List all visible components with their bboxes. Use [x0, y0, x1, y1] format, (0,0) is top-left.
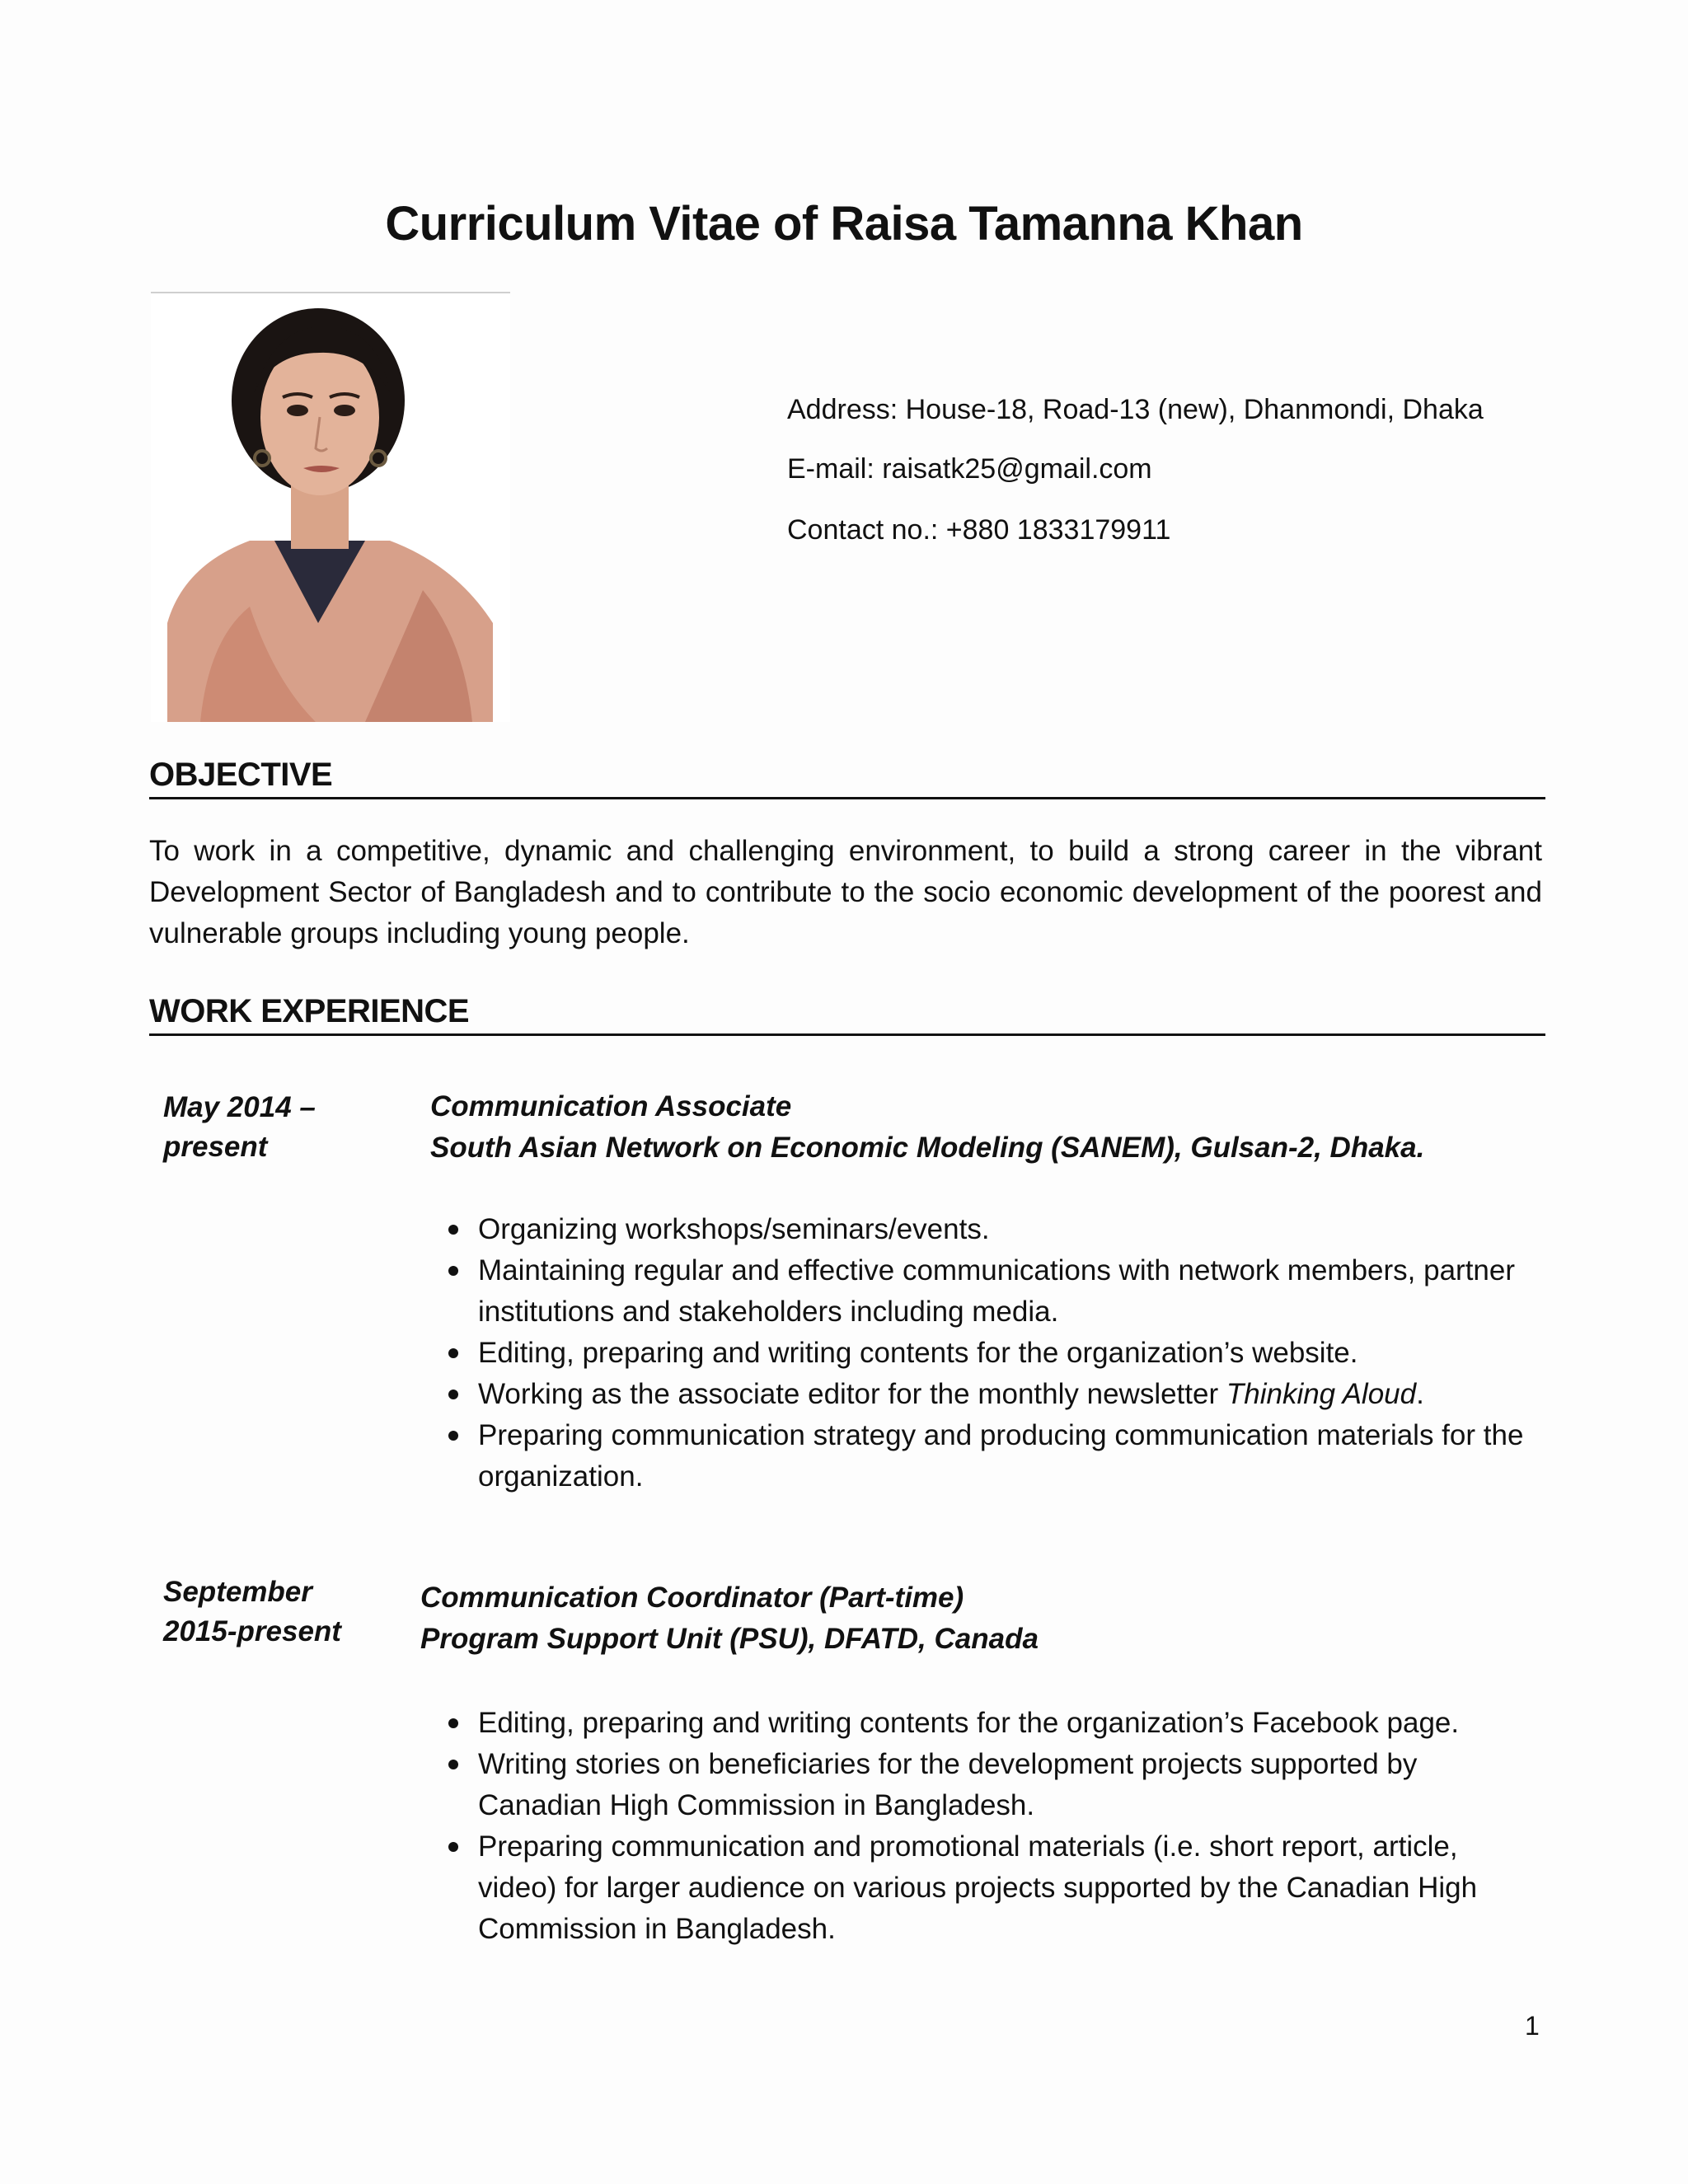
job-2-organization: Program Support Unit (PSU), DFATD, Canada: [420, 1623, 1039, 1655]
list-item-text: Working as the associate editor for the monthly newsletter: [478, 1378, 1226, 1410]
list-item: Editing, preparing and writing contents for the organization’s website.: [478, 1333, 1541, 1374]
job-1-organization: South Asian Network on Economic Modeling (SANEM), Gulsan-2, Dhaka.: [430, 1132, 1425, 1164]
objective-heading: OBJECTIVE: [149, 757, 1545, 799]
job-1-date-end: present: [163, 1131, 268, 1163]
contact-email: E-mail: raisatk25@gmail.com: [787, 453, 1152, 485]
contact-phone: Contact no.: +880 1833179911: [787, 514, 1171, 546]
portrait-image: [151, 293, 510, 722]
job-1-dates: [163, 1088, 361, 1167]
newsletter-tail: .: [1416, 1378, 1424, 1410]
job-2-duties: [478, 1703, 1541, 1950]
job-2-date-start: September: [163, 1576, 312, 1608]
job-1-duties: [478, 1209, 1541, 1497]
job-1-title: Communication Associate: [430, 1090, 792, 1122]
objective-text: To work in a competitive, dynamic and challenging environment, to build a strong career in the vibrant Development Sector of Bangladesh and to contribute to the socio economic development of the poorest and vulnerable groups including young people.: [149, 835, 1542, 949]
page-number: 1: [1525, 2011, 1540, 2041]
page-title: Curriculum Vitae of Raisa Tamanna Khan: [385, 197, 1303, 251]
list-item: Preparing communication and promotional materials (i.e. short report, article, video) for larger audience on various projects supported by the Canadian High Commission in Bangladesh.: [478, 1826, 1541, 1950]
job-2-header: [420, 1577, 1039, 1660]
job-1-header: [430, 1086, 1424, 1169]
list-item: Preparing communication strategy and producing communication materials for the organization.: [478, 1415, 1541, 1497]
list-item: Organizing workshops/seminars/events.: [478, 1209, 1541, 1250]
job-2-date-end: 2015-present: [163, 1615, 341, 1647]
work-experience-heading: WORK EXPERIENCE: [149, 993, 1545, 1036]
job-2-title: Communication Coordinator (Part-time): [420, 1582, 964, 1614]
job-2-dates: [163, 1572, 361, 1652]
profile-photo: [151, 292, 510, 722]
job-1-date-start: May 2014 –: [163, 1091, 316, 1123]
list-item: Writing stories on beneficiaries for the development projects supported by Canadian High Commission in Bangladesh.: [478, 1744, 1541, 1826]
contact-address: Address: House-18, Road-13 (new), Dhanmondi, Dhaka: [787, 394, 1484, 425]
list-item: Maintaining regular and effective communications with network members, partner institutions and stakeholders including media.: [478, 1250, 1541, 1333]
newsletter-name: Thinking Aloud: [1226, 1378, 1417, 1410]
list-item: Editing, preparing and writing contents for the organization’s Facebook page.: [478, 1703, 1541, 1744]
list-item: [478, 1374, 1541, 1415]
